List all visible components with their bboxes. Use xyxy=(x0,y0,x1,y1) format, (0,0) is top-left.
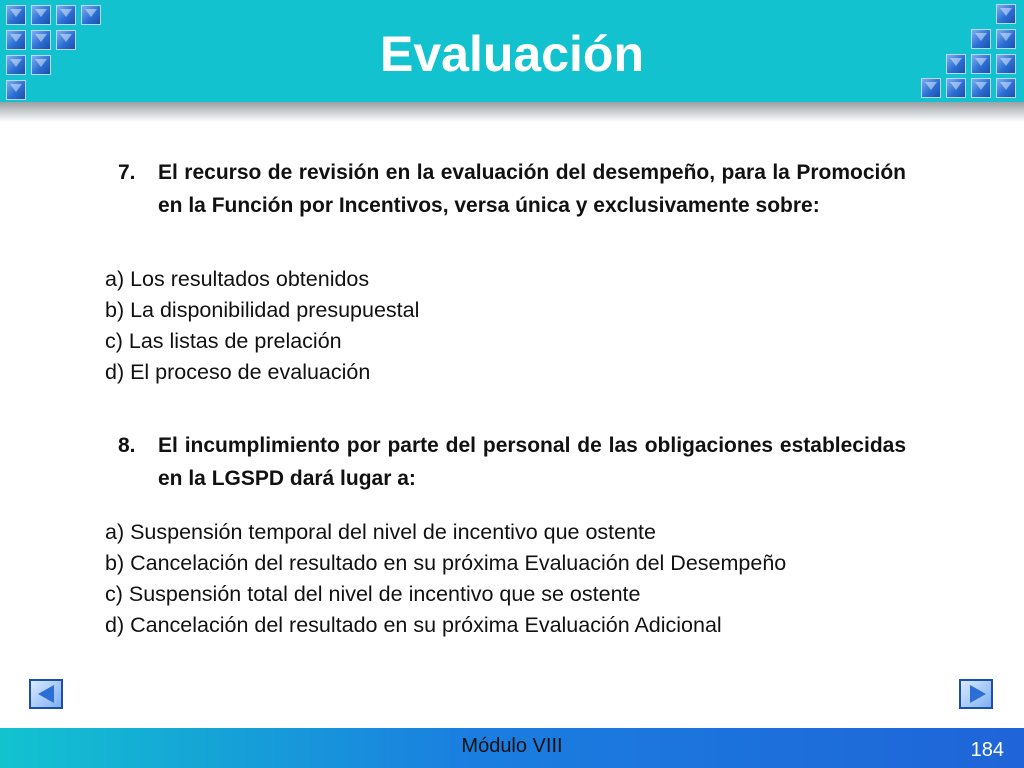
question-7 xyxy=(118,156,906,222)
next-slide-button[interactable] xyxy=(959,679,993,709)
page-title: Evaluación xyxy=(380,26,644,82)
module-label: Módulo VIII xyxy=(461,735,563,757)
question-number: 8. xyxy=(118,434,136,457)
answer-options-8 xyxy=(105,517,786,641)
question-8 xyxy=(118,429,906,495)
arrow-right-icon xyxy=(970,685,986,703)
answer-option: a) Los resultados obtenidos xyxy=(105,267,370,291)
header-shadow xyxy=(0,102,1024,122)
answer-option: d) El proceso de evaluación xyxy=(105,360,371,384)
answer-option: b) Cancelación del resultado en su próxima Evaluación del Desempeño xyxy=(105,551,787,575)
question-text: El incumplimiento por parte del personal de las obligaciones establecidas en la LGSPD dará lugar a: xyxy=(158,434,906,490)
page-number: 184 xyxy=(970,739,1004,761)
question-text: El recurso de revisión en la evaluación del desempeño, para la Promoción en la Función por Incentivos, versa única y exclusivamente sobre: xyxy=(158,161,906,217)
answer-option: b) La disponibilidad presupuestal xyxy=(105,298,420,322)
answer-option: d) Cancelación del resultado en su próxima Evaluación Adicional xyxy=(105,613,722,637)
previous-slide-button[interactable] xyxy=(29,679,63,709)
question-number: 7. xyxy=(118,161,136,184)
answer-option: c) Suspensión total del nivel de incentivo que se ostente xyxy=(105,582,641,606)
tile-icon xyxy=(996,4,1016,24)
answer-option: a) Suspensión temporal del nivel de incentivo que ostente xyxy=(105,520,656,544)
answer-option: c) Las listas de prelación xyxy=(105,329,342,353)
arrow-left-icon xyxy=(38,685,54,703)
answer-options-7 xyxy=(105,264,419,388)
